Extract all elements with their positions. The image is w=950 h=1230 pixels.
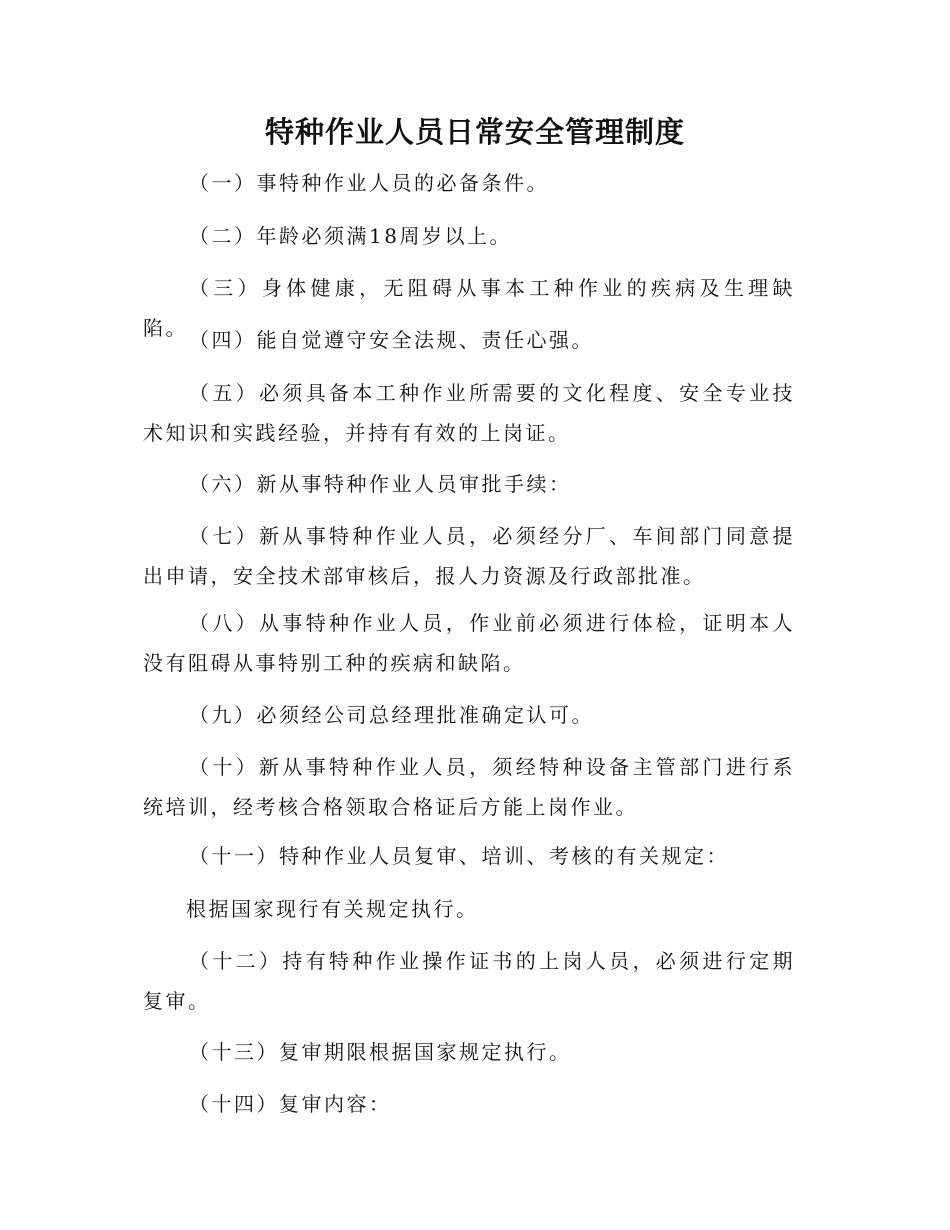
paragraph-6: （六）新从事特种作业人员审批手续： [189,472,572,496]
paragraph-5: （五）必须具备本工种作业所需要的文化程度、安全专业技术知识和实践经验，并持有有效的上岗证。 [143,381,795,445]
paragraph-4: （四）能自觉遵守安全法规、责任心强。 [189,328,594,352]
paragraph-8: （八）从事特种作业人员，作业前必须进行体检，证明本人没有阻碍从事特别工种的疾病和缺陷。 [143,611,795,675]
paragraph-12: 根据国家现行有关规定执行。 [186,897,479,921]
paragraph-10: （十）新从事特种作业人员，须经特种设备主管部门进行系统培训，经考核合格领取合格证后方能上岗作业。 [143,755,795,819]
paragraph-13: （十二）持有特种作业操作证书的上岗人员，必须进行定期复审。 [143,949,795,1013]
paragraph-1: （一）事特种作业人员的必备条件。 [189,171,549,195]
paragraph-7: （七）新从事特种作业人员，必须经分厂、车间部门同意提出申请，安全技术部审核后，报人力资源及行政部批准。 [143,524,795,588]
paragraph-3: （三）身体健康，无阻碍从事本工种作业的疾病及生理缺陷。 [143,276,795,340]
paragraph-9: （九）必须经公司总经理批准确定认可。 [189,703,594,727]
paragraph-11: （十一）特种作业人员复审、培训、考核的有关规定： [189,844,729,868]
paragraph-14: （十三）复审期限根据国家规定执行。 [189,1040,572,1064]
paragraph-15: （十四）复审内容： [189,1092,392,1116]
paragraph-2: （二）年龄必须满18周岁以上。 [189,224,512,248]
document-title: 特种作业人员日常安全管理制度 [264,115,685,149]
